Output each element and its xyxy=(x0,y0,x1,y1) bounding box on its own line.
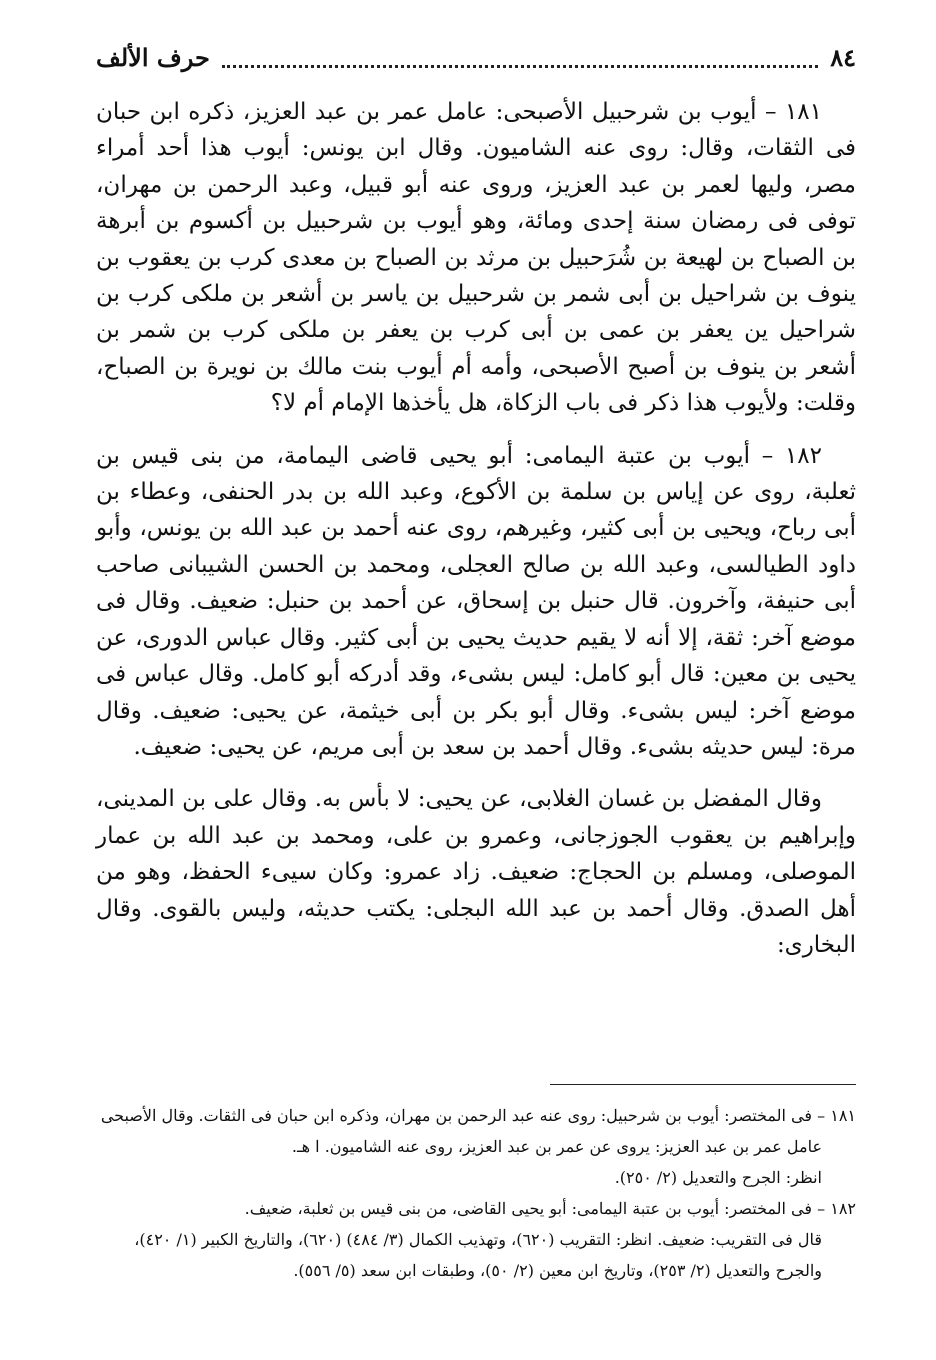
footnotes xyxy=(96,1100,856,1286)
entry-182-continued: وقال المفضل بن غسان الغلابى، عن يحيى: لا بأس به. وقال على بن المدينى، وإبراهيم بن يعقوب الجوزجانى، وعمرو بن على، ومحمد بن عبد الله بن عمار الموصلى، ومسلم بن الحجاج: ضعيف. زاد عمرو: وكان سيىء الحفظ، وهو من أهل الصدق. وقال أحمد بن عبد الله البجلى: يكتب حديثه، وليس بالقوى. وقال البخارى: xyxy=(96,786,856,958)
footnote-182-line-3: والجرح والتعديل (٢/ ٢٥٣)، وتاريخ ابن معين (٢/ ٥٠)، وطبقات ابن سعد (٥/ ٥٥٦). xyxy=(293,1261,822,1280)
footnote-181-line-1: ١٨١ – فى المختصر: أيوب بن شرحبيل: روى عنه عبد الرحمن بن مهران، وذكره ابن حبان فى الثقات. وقال الأصبحى xyxy=(100,1106,856,1125)
entry-182: ١٨٢ – أيوب بن عتبة اليمامى: أبو يحيى قاضى اليمامة، من بنى قيس بن ثعلبة، روى عن إياس بن سلمة بن الأكوع، وعبد الله بن بدر الحنفى، وعطاء بن أبى رباح، ويحيى بن أبى كثير، وغيرهم، روى عنه أحمد بن عبد الله بن يونس، وأبو داود الطيالسى، وعبد الله بن صالح العجلى، ومحمد بن الحسن الشيبانى صاحب أبى حنيفة، وآخرون. قال حنبل بن إسحاق، عن أحمد بن حنبل: ضعيف. وقال فى موضع آخر: ثقة، إلا أنه لا يقيم حديث يحيى بن أبى كثير. وقال عباس الدورى، عن يحيى بن معين: قال أبو كامل: ليس بشىء، وقد أدركه أبو كامل. وقال عباس فى موضع آخر: ليس بشىء. وقال أبو بكر بن أبى خيثمة، عن يحيى: ضعيف. وقال مرة: ليس حديثه بشىء. وقال أحمد بن سعد بن أبى مريم، عن يحيى: ضعيف. xyxy=(96,442,856,760)
page-number: ٨٤ xyxy=(830,43,856,72)
footnote-181-line-3: انظر: الجرح والتعديل (٢/ ٢٥٠). xyxy=(614,1168,822,1187)
footnote-182-line-1: ١٨٢ – فى المختصر: أيوب بن عتبة اليمامى: أبو يحيى القاضى، من بنى قيس بن ثعلبة، ضعيف. xyxy=(244,1199,856,1218)
footnote-181-line-2: عامل عمر بن عبد العزيز: يروى عن عمر بن عبد العزيز، روى عنه الشاميون. ا هـ. xyxy=(291,1137,822,1156)
footnote-182-line-2: قال فى التقريب: ضعيف. انظر: التقريب (٦٢٠)، وتهذيب الكمال (٣/ ٤٨٤) (٦٢٠)، والتاريخ الكبير (١/ ٤٢٠)، xyxy=(134,1230,822,1249)
running-header xyxy=(96,38,856,78)
main-text xyxy=(96,94,856,979)
entry-181: ١٨١ – أيوب بن شرحبيل الأصبحى: عامل عمر بن عبد العزيز، ذكره ابن حبان فى الثقات، وقال: روى عنه الشاميون. وقال ابن يونس: أيوب هذا أحد أمراء مصر، وليها لعمر بن عبد العزيز، وروى عنه أبو قبيل، وعبد الرحمن بن مهران، توفى فى رمضان سنة إحدى ومائة، وهو أيوب بن شرحبيل بن أكسوم بن أبرهة بن الصباح بن لهيعة بن شُرَحبيل بن مرثد بن الصباح بن معدى كرب بن يعقوب بن ينوف بن شراحيل بن أبى شمر بن شرحبيل بن ياسر بن أشعر بن ملكى كرب بن شراحيل ين يعفر بن عمى بن أبى كرب بن يعفر بن ملكى كرب بن شمر بن أشعر بن ينوف بن أصبح الأصبحى، وأمه أم أيوب بنت مالك بن نويرة بن الصباح، وقلت: ولأيوب هذا ذكر فى باب الزكاة، هل يأخذها الإمام أم لا؟ xyxy=(96,99,856,417)
footnote-separator xyxy=(550,1084,856,1085)
chapter-title: حرف الألف xyxy=(96,43,210,72)
header-dot-leader xyxy=(222,65,818,68)
